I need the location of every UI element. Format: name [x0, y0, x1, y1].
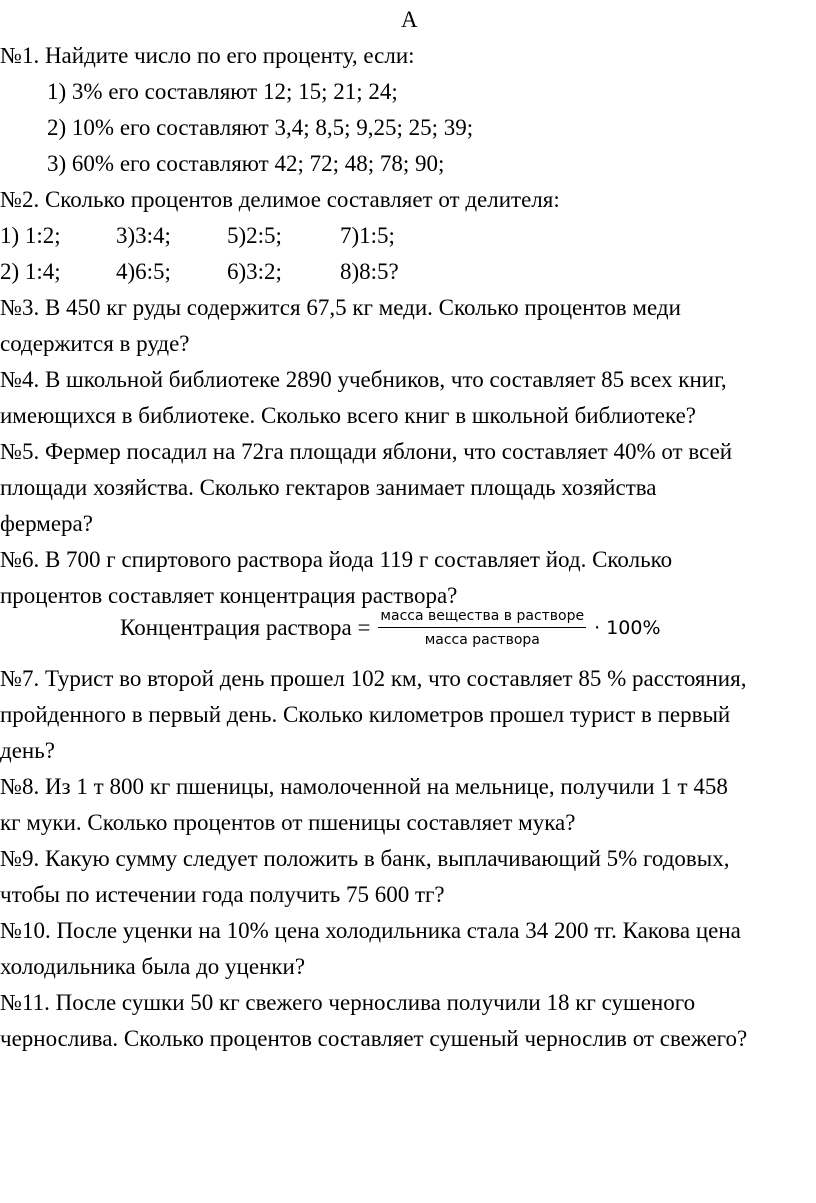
task-11-line: чернослива. Сколько процентов составляет сушеный чернослив от свежего? [0, 1026, 748, 1051]
formula-numerator: масса вещества в растворе [378, 608, 586, 628]
task-7-line: пройденного в первый день. Сколько километров прошел турист в первый [0, 702, 731, 727]
concentration-formula [120, 608, 661, 648]
task-2-cell: 3)3:4; [116, 223, 171, 248]
formula-lhs: Концентрация раствора = [120, 615, 371, 640]
task-1-item-2: 2) 10% его составляют 3,4; 8,5; 9,25; 25; 39; [47, 115, 474, 140]
task-7-line: день? [0, 738, 55, 763]
task-3-line: №3. В 450 кг руды содержится 67,5 кг меди. Сколько процентов меди [0, 295, 681, 320]
task-2-cell: 2) 1:4; [0, 259, 61, 284]
task-1-item-3: 3) 60% его составляют 42; 72; 48; 78; 90; [47, 151, 445, 176]
task-8-line: №8. Из 1 т 800 кг пшеницы, намолоченной на мельнице, получили 1 т 458 [0, 774, 728, 799]
task-10-line: холодильника была до уценки? [0, 954, 306, 979]
task-2-cell: 4)6:5; [116, 259, 171, 284]
task-6-line: №6. В 700 г спиртового раствора йода 119 г составляет йод. Сколько [0, 547, 673, 572]
formula-fraction [378, 608, 586, 648]
task-4-line: №4. В школьной библиотеке 2890 учебников, что составляет 85 всех книг, [0, 367, 727, 392]
task-3-line: содержится в руде? [0, 331, 190, 356]
task-1-item-1: 1) 3% его составляют 12; 15; 21; 24; [47, 79, 398, 104]
task-2-cell: 8)8:5? [340, 259, 399, 284]
task-2-cell: 6)3:2; [227, 259, 282, 284]
task-2-cell: 1) 1:2; [0, 223, 61, 248]
task-2-heading: №2. Сколько процентов делимое составляет от делителя: [0, 187, 560, 212]
task-5-line: площади хозяйства. Сколько гектаров занимает площадь хозяйства [0, 475, 657, 500]
task-9-line: чтобы по истечении года получить 75 600 тг? [0, 882, 445, 907]
task-2-cell: 7)1:5; [340, 223, 395, 248]
task-1-heading: №1. Найдите число по его проценту, если: [0, 43, 415, 68]
formula-denominator: масса раствора [424, 632, 540, 648]
task-2-cell: 5)2:5; [227, 223, 282, 248]
task-6-line: процентов составляет концентрация раствора? [0, 583, 458, 608]
task-10-line: №10. После уценки на 10% цена холодильника стала 34 200 тг. Какова цена [0, 918, 741, 943]
formula-rhs: · 100% [594, 617, 661, 639]
variant-label: А [401, 7, 418, 32]
task-5-line: фермера? [0, 511, 93, 536]
task-9-line: №9. Какую сумму следует положить в банк, выплачивающий 5% годовых, [0, 846, 730, 871]
task-8-line: кг муки. Сколько процентов от пшеницы составляет мука? [0, 810, 576, 835]
task-4-line: имеющихся в библиотеке. Сколько всего книг в школьной библиотеке? [0, 403, 696, 428]
task-5-line: №5. Фермер посадил на 72га площади яблони, что составляет 40% от всей [0, 439, 733, 464]
task-7-line: №7. Турист во второй день прошел 102 км, что составляет 85 % расстояния, [0, 666, 747, 691]
task-11-line: №11. После сушки 50 кг свежего чернослива получили 18 кг сушеного [0, 990, 696, 1015]
